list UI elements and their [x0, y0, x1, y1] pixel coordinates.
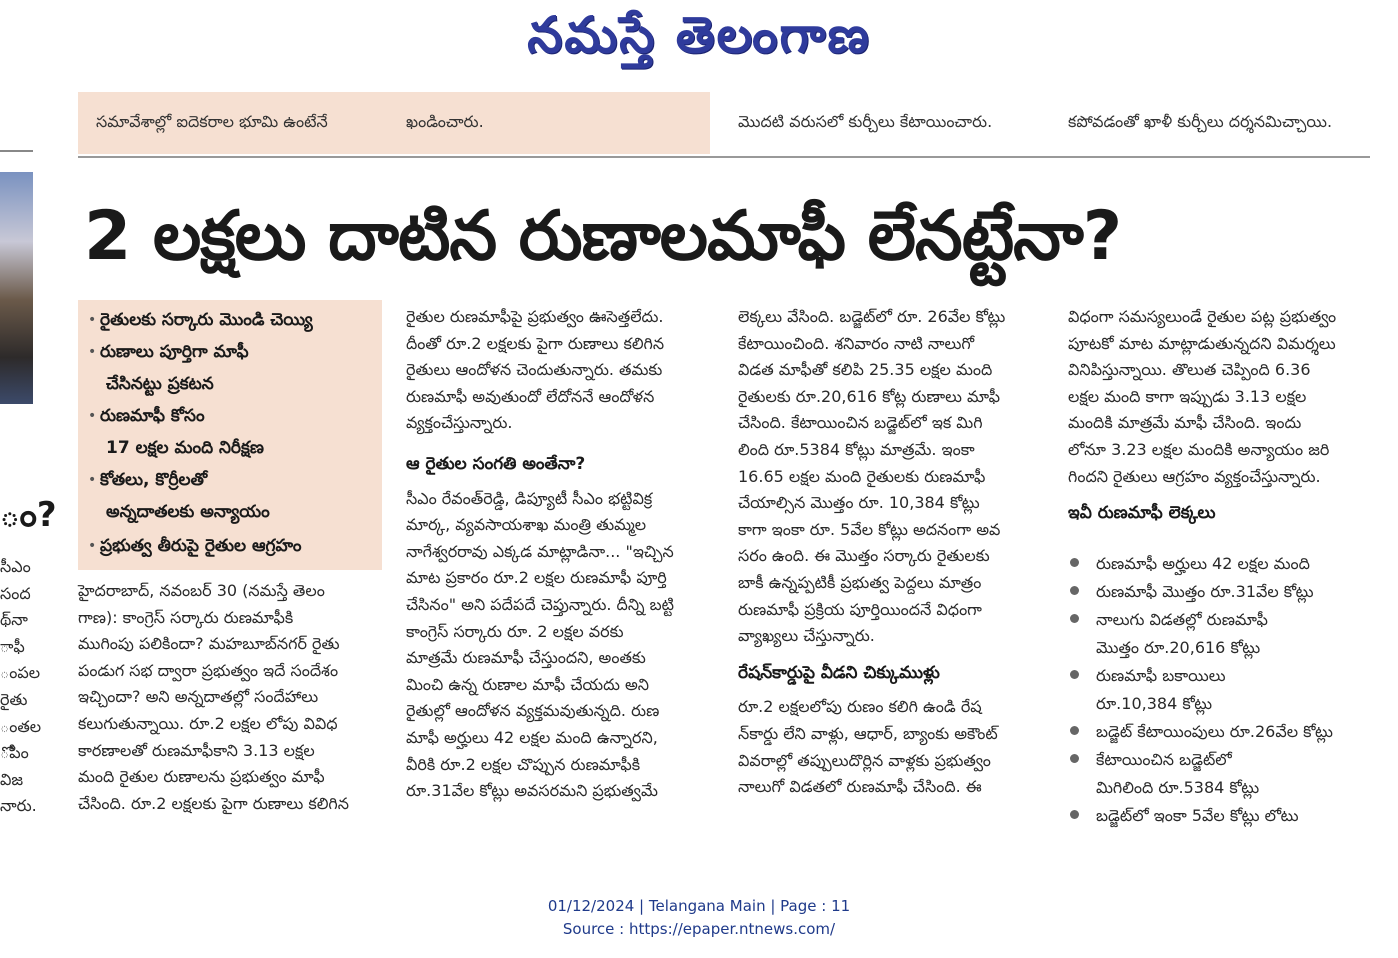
article-line: ముగింపు పలికిందా? మహబూబ్‌నగర్ రైతు	[78, 634, 340, 654]
article-line: మార్క, వ్యవసాయశాఖ మంత్రి తుమ్మల	[406, 515, 647, 535]
figure-list-item	[1070, 720, 1333, 748]
edge-line: ంతల	[0, 716, 42, 736]
article-line: రైతుల్లో ఆందోళన వ్యక్తమవుతున్నది. రుణ	[406, 701, 660, 721]
figure-list-text: రుణమాఫీ మొత్తం రూ.31వేల కోట్లు	[1096, 582, 1314, 601]
bullet-icon: •	[88, 312, 97, 328]
highlights-box	[78, 300, 382, 570]
article-line: పండుగ సభ ద్వారా ప్రభుత్వం ఇదే సందేశం	[78, 660, 339, 680]
subhead-farmers: ఆ రైతుల సంగతి అంతేనా?	[406, 453, 586, 474]
article-line: విధంగా సమస్యలుండే రైతుల పట్ల ప్రభుత్వం	[1068, 307, 1337, 326]
article-line: లింది రూ.5384 కోట్లు మాత్రమే. ఇంకా	[738, 439, 975, 459]
figure-list-text: నాలుగు విడతల్లో రుణమాఫీ	[1096, 610, 1268, 629]
edge-line: థ్‌నా	[0, 610, 28, 630]
article-line: దీంతో రూ.2 లక్షలకు పైగా రుణాలు కలిగిన	[406, 333, 665, 353]
figure-list-item	[1070, 608, 1268, 664]
bullet-icon	[1070, 810, 1079, 819]
article-line: మాత్రమే రుణమాఫీ చేస్తుందని, అంతకు	[406, 648, 646, 668]
figure-list-item	[1070, 748, 1259, 804]
strip-text-col2: ఖండించారు.	[406, 112, 484, 131]
article-column-2	[406, 304, 712, 805]
highlight-item: అన్నదాతలకు అన్యాయం	[106, 502, 270, 522]
left-edge-question: ం?	[0, 495, 57, 535]
article-line: నాగేశ్వరరావు ఎక్కడ మాట్లాడినా... "ఇచ్చిన	[406, 541, 674, 561]
highlight-item: ప్రభుత్వ తీరుపై రైతుల ఆగ్రహం	[100, 536, 302, 556]
article-column-1	[78, 578, 382, 817]
figure-list-text: మొత్తం రూ.20,616 కోట్లు	[1096, 638, 1261, 657]
footer-source: Source : https://epaper.ntnews.com/	[562, 920, 836, 938]
edge-line: ాఫీ	[0, 636, 25, 656]
figure-list-item	[1070, 804, 1299, 832]
strip-text-col1: సమావేశాల్లో ఐదెకరాల భూమి ఉంటేనే	[96, 112, 328, 131]
figure-list-text: మిగిలింది రూ.5384 కోట్లు	[1096, 778, 1260, 797]
strip-divider	[78, 156, 1370, 158]
figure-list-text: రుణమాఫీ అర్హులు 42 లక్షల మంది	[1096, 554, 1310, 573]
article-line: కేటాయించింది. శనివారం నాటి నాలుగో	[738, 333, 975, 353]
left-edge-photo	[0, 172, 33, 404]
article-line: రూ.2 లక్షలలోపు రుణం కలిగి ఉండి రేష	[738, 697, 982, 717]
article-line: రైతులకు రూ.20,616 కోట్ల రుణాలు మాఫీ	[738, 386, 1000, 406]
highlight-item: కోతలు, కొర్రీలతో	[100, 470, 208, 490]
highlight-item: రైతులకు సర్కారు మొండి చెయ్యి	[100, 310, 313, 330]
article-line: రుణమాఫీ ప్రక్రియ పూర్తియిందనే విధంగా	[738, 599, 982, 619]
article-line: మందికి మాత్రమే మాఫీ చేసింది. ఇందు	[1068, 413, 1302, 433]
edge-line: ంపల	[0, 663, 41, 683]
masthead-logo: నమస్తే తెలంగాణ	[527, 6, 871, 64]
edge-line: రైతు	[0, 690, 28, 709]
highlight-item: చేసినట్టు ప్రకటన	[106, 374, 214, 394]
article-line: న్‌కార్డు లేని వాళ్లు, ఆధార్, బ్యాంకు అకౌంట్	[738, 723, 998, 743]
edge-line: సంద	[0, 583, 31, 603]
left-edge-rule	[0, 150, 33, 152]
figure-list-text: కేటాయించిన బడ్జెట్‌లో	[1096, 750, 1232, 769]
bullet-icon: •	[88, 538, 97, 554]
article-line: కాంగ్రెస్ సర్కారు రూ. 2 లక్షల వరకు	[406, 621, 624, 641]
article-line: మాఫీ అర్హులు 42 లక్షల మంది ఉన్నారని,	[406, 727, 658, 747]
bullet-icon: •	[88, 408, 97, 424]
bullet-icon	[1070, 726, 1079, 735]
article-line: మించి ఉన్న రుణాల మాఫీ చేయదు అని	[406, 674, 650, 694]
article-column-3	[738, 304, 1042, 801]
article-line: లెక్కలు వేసింది. బడ్జెట్‌లో రూ. 26వేల కోట్లు	[738, 307, 1006, 326]
article-line: రైతులు ఆందోళన చెందుతున్నారు. తమకు	[406, 360, 663, 380]
article-line: హైదరాబాద్, నవంబర్ 30 (నమస్తే తెలం	[78, 581, 325, 600]
figure-list-text: రుణమాఫీ బకాయిలు	[1096, 666, 1226, 685]
article-line: చేసినం" అని పదేపదే చెప్తున్నారు. దీన్ని బట్టి	[406, 594, 674, 614]
article-line: ఇచ్చిందా? అని అన్నదాతల్లో సందేహాలు	[78, 687, 319, 707]
article-line: నాలుగో విడతలో రుణమాఫీ చేసింది. ఈ	[738, 777, 982, 797]
article-line: వీరికి రూ.2 లక్షల చొప్పున రుణమాఫీకి	[406, 754, 641, 774]
article-line: కలుగుతున్నాయి. రూ.2 లక్షల లోపు వివిధ	[78, 713, 338, 733]
figure-list-item	[1070, 580, 1314, 608]
bullet-icon	[1070, 614, 1079, 623]
article-line: లోనూ 3.23 లక్షల మందికి అన్యాయం జరి	[1068, 439, 1330, 459]
figure-list-text: బడ్జెట్ కేటాయింపులు రూ.26వేల కోట్లు	[1096, 722, 1333, 741]
headline: 2 లక్షలు దాటిన రుణాలమాఫీ లేనట్టేనా?	[84, 197, 1122, 276]
edge-line: విజ	[0, 769, 24, 789]
figure-list-item	[1070, 664, 1226, 720]
article-line: పూటకో మాట మాట్లాడుతున్నదని విమర్శలు	[1068, 333, 1336, 353]
article-line: చేసింది. రూ.2 లక్షలకు పైగా రుణాలు కలిగిన	[78, 793, 349, 813]
article-line: రైతుల రుణమాఫీపై ప్రభుత్వం ఊసెత్తలేదు.	[406, 307, 664, 326]
article-line: చేసింది. కేటాయించిన బడ్జెట్‌లో ఇక మిగి	[738, 413, 983, 433]
article-line: రూ.31వేల కోట్లు అవసరమని ప్రభుత్వమే	[406, 781, 658, 801]
article-line: మంది రైతుల రుణాలను ప్రభుత్వం మాఫీ	[78, 767, 325, 787]
highlight-item: రుణమాఫీ కోసం	[100, 406, 205, 426]
figure-list-item	[1070, 552, 1310, 580]
figure-list-text: బడ్జెట్‌లో ఇంకా 5వేల కోట్లు లోటు	[1096, 806, 1299, 825]
strip-text-col3: మొదటి వరుసలో కుర్చీలు కేటాయించారు.	[738, 112, 993, 131]
bullet-icon	[1070, 754, 1079, 763]
article-line: విడత మాఫీతో కలిపి 25.35 లక్షల మంది	[738, 360, 993, 380]
article-column-4	[1068, 304, 1372, 527]
strip-text-col4: కపోవడంతో ఖాళీ కుర్చీలు దర్శనమిచ్చాయి.	[1068, 112, 1333, 131]
article-line: వ్యాఖ్యలు చేస్తున్నారు.	[738, 626, 875, 646]
bullet-icon	[1070, 558, 1079, 567]
article-line: బాకీ ఉన్నప్పటికీ ప్రభుత్వ పెద్దలు మాత్రం	[738, 572, 982, 592]
bullet-icon	[1070, 586, 1079, 595]
subhead-ration-card: రేషన్‌కార్డుపై వీడని చిక్కుముళ్లు	[738, 662, 940, 683]
article-line: గిందని రైతులు ఆగ్రహం వ్యక్తంచేస్తున్నారు.	[1068, 466, 1321, 486]
highlight-item: 17 లక్షల మంది నిరీక్షణ	[106, 438, 264, 458]
bullet-icon: •	[88, 344, 97, 360]
bullet-icon	[1070, 670, 1079, 679]
article-line: సరం ఉంది. ఈ మొత్తం సర్కారు రైతులకు	[738, 546, 990, 566]
bullet-icon: •	[88, 472, 97, 488]
article-line: రుణమాఫీ అవుతుందో లేదోననే ఆందోళన	[406, 386, 655, 406]
footer-date-page: 01/12/2024 | Telangana Main | Page : 11	[547, 897, 851, 915]
article-line: సీఎం రేవంత్‌రెడ్డి, డిప్యూటీ సీఎం భట్టివిక్ర	[406, 488, 653, 508]
subhead-loan-waiver-figures: ఇవీ రుణమాఫీ లెక్కలు	[1068, 503, 1216, 524]
article-line: వ్యక్తంచేస్తున్నారు.	[406, 413, 513, 433]
edge-line: సీఎం	[0, 557, 31, 576]
article-line: మాట ప్రకారం రూ.2 లక్షల రుణమాఫీ పూర్తి	[406, 568, 667, 588]
article-line: కాగా ఇంకా రూ. 5వేల కోట్లు అదనంగా అవ	[738, 519, 1001, 539]
edge-line: నారు.	[0, 796, 37, 816]
article-line: కారణాలతో రుణమాఫీకాని 3.13 లక్షల	[78, 740, 315, 760]
article-line: వినిపిస్తున్నాయి. తొలుత చెప్పింది 6.36	[1068, 360, 1311, 380]
highlight-item: రుణాలు పూర్తిగా మాఫీ	[100, 342, 249, 362]
figure-list-text: రూ.10,384 కోట్లు	[1096, 694, 1213, 713]
article-line: 16.65 లక్షల మంది రైతులకు రుణమాఫీ	[738, 466, 986, 486]
article-line: గాణ): కాంగ్రెస్ సర్కారు రుణమాఫీకి	[78, 607, 294, 627]
edge-line: ోపిం	[0, 743, 29, 763]
article-line: చేయాల్సిన మొత్తం రూ. 10,384 కోట్లు	[738, 493, 980, 513]
article-line: లక్షల మంది కాగా ఇప్పుడు 3.13 లక్షల	[1068, 386, 1307, 406]
article-line: వివరాల్లో తప్పులుదొర్లిన వాళ్లకు ప్రభుత్వం	[738, 750, 991, 770]
